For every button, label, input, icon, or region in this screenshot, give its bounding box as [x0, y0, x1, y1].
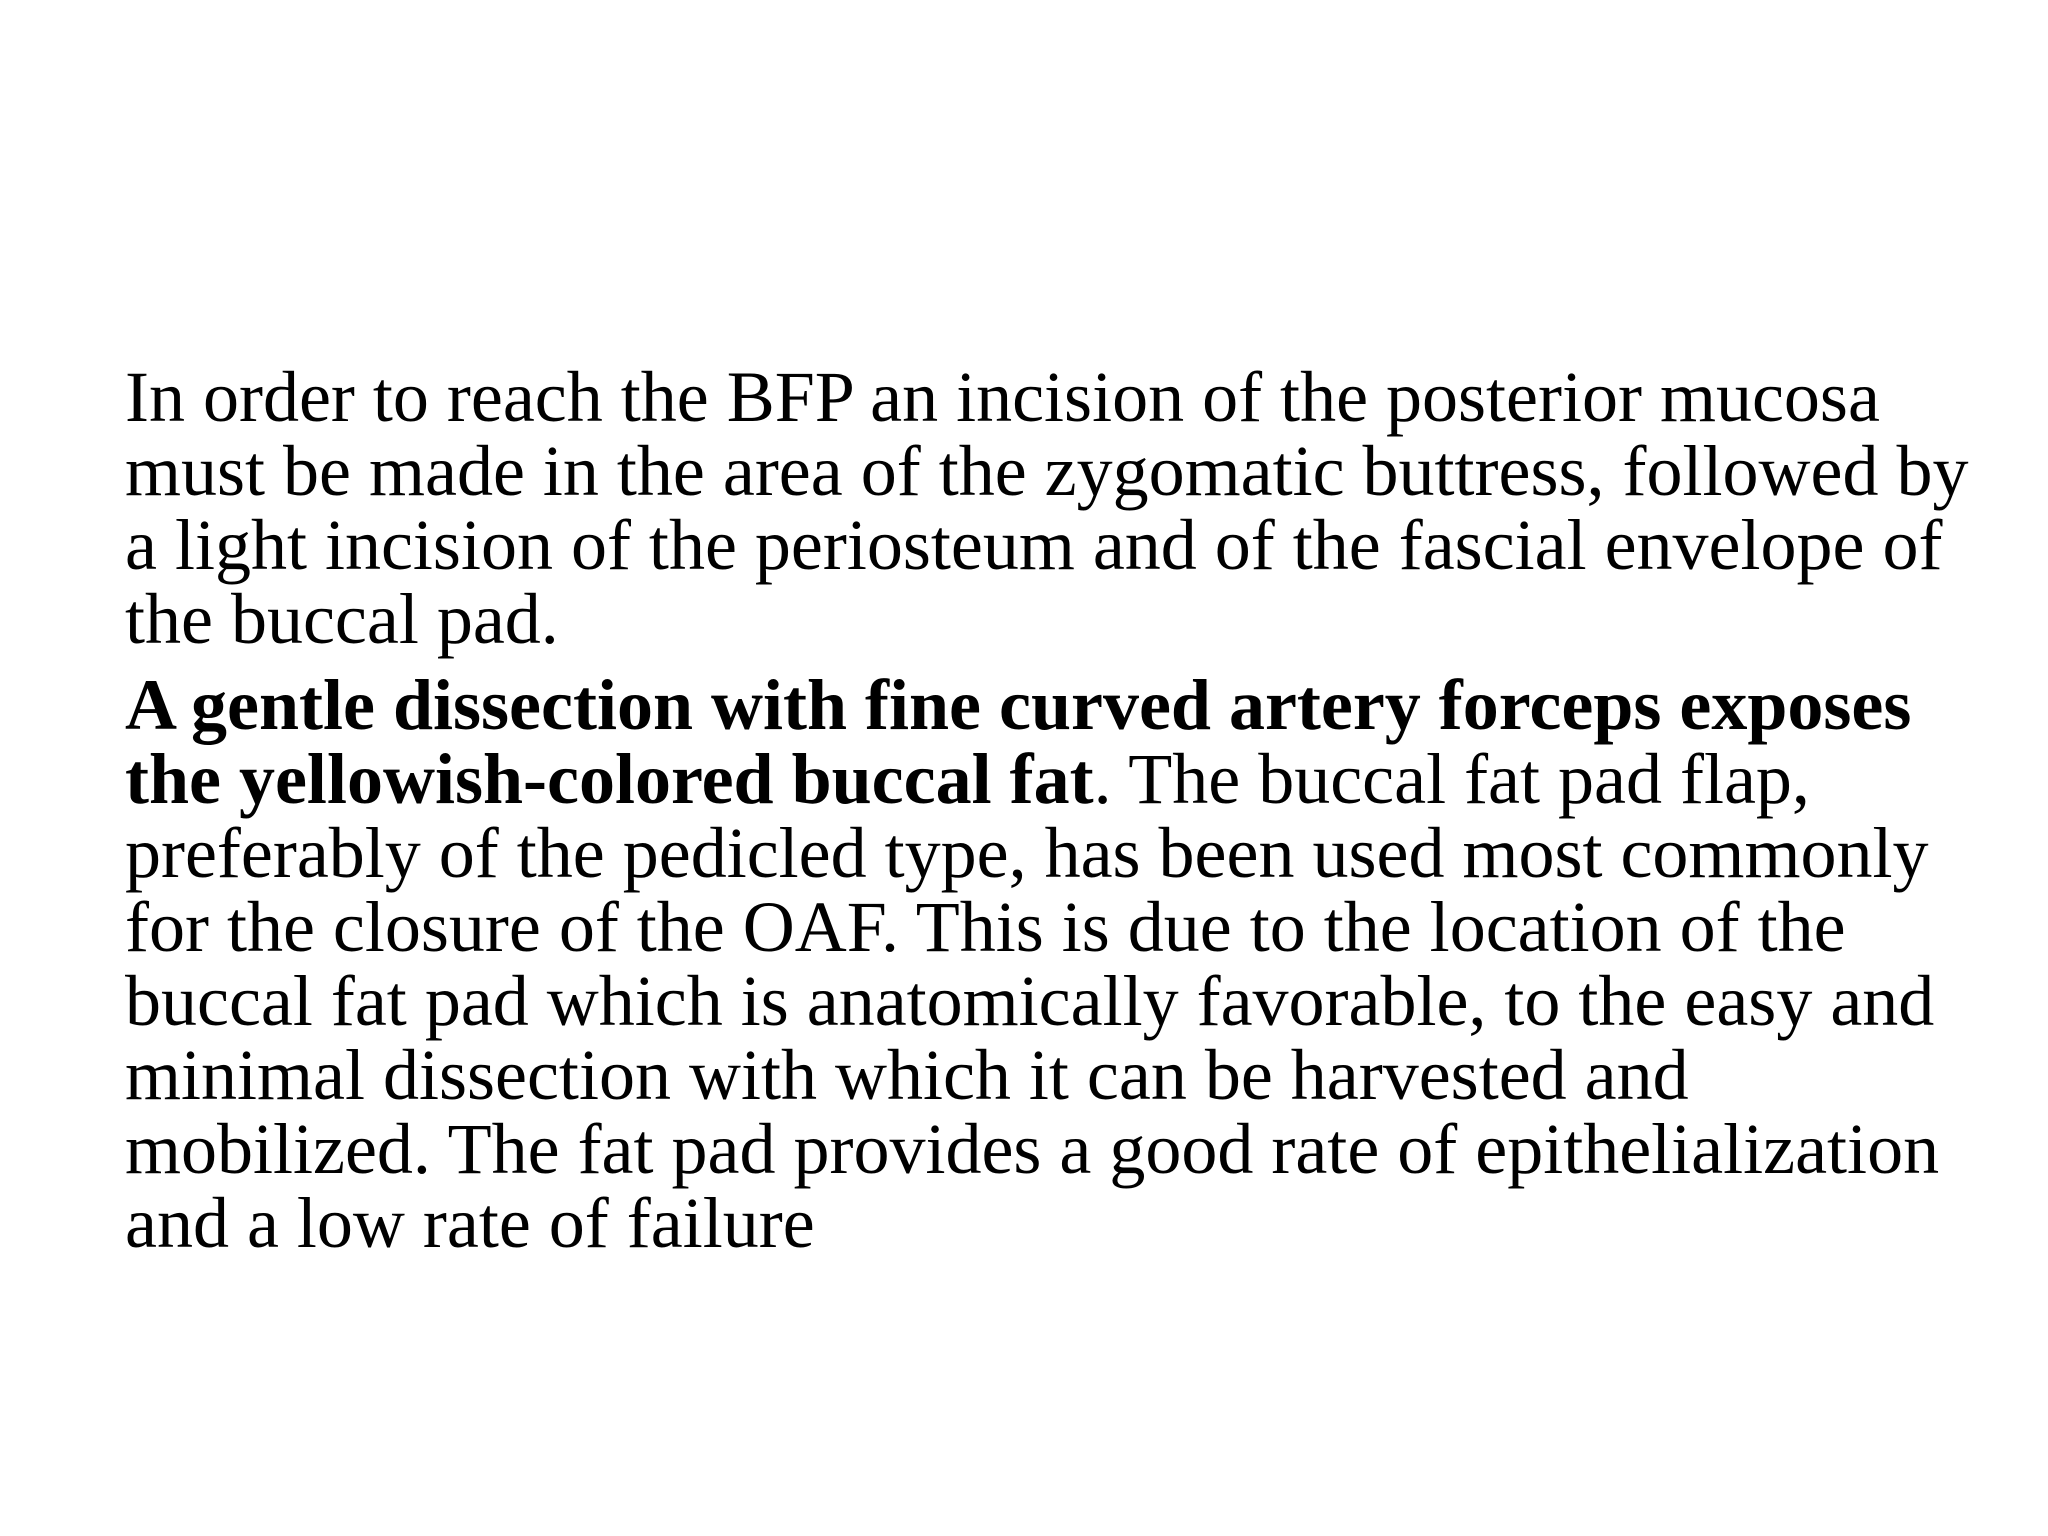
paragraph-dissection-text: . The buccal fat pad flap, preferably of the pedicled type, has been used most commonly for the closure of the OAF. This is due to the location of the buccal fat pad which is anatomically favorable, to the easy and minimal dissection with which it can be harvested and mobilized. The fat pad provides a good rate of epithelialization and a low rate of failure: [125, 739, 1940, 1263]
slide-text-body: [125, 357, 1985, 1272]
paragraph-incision: [125, 357, 1985, 659]
paragraph-incision-text: In order to reach the BFP an incision of the posterior mucosa must be made in the area of the zygomatic buttress, followed by a light incision of the periosteum and of the fascial envelope of the buccal pad.: [125, 357, 1969, 659]
paragraph-dissection-bold-text: A gentle dissection with fine curved artery forceps exposes the yellowish-colored buccal fat: [125, 665, 1912, 819]
paragraph-dissection: [125, 665, 1985, 1263]
